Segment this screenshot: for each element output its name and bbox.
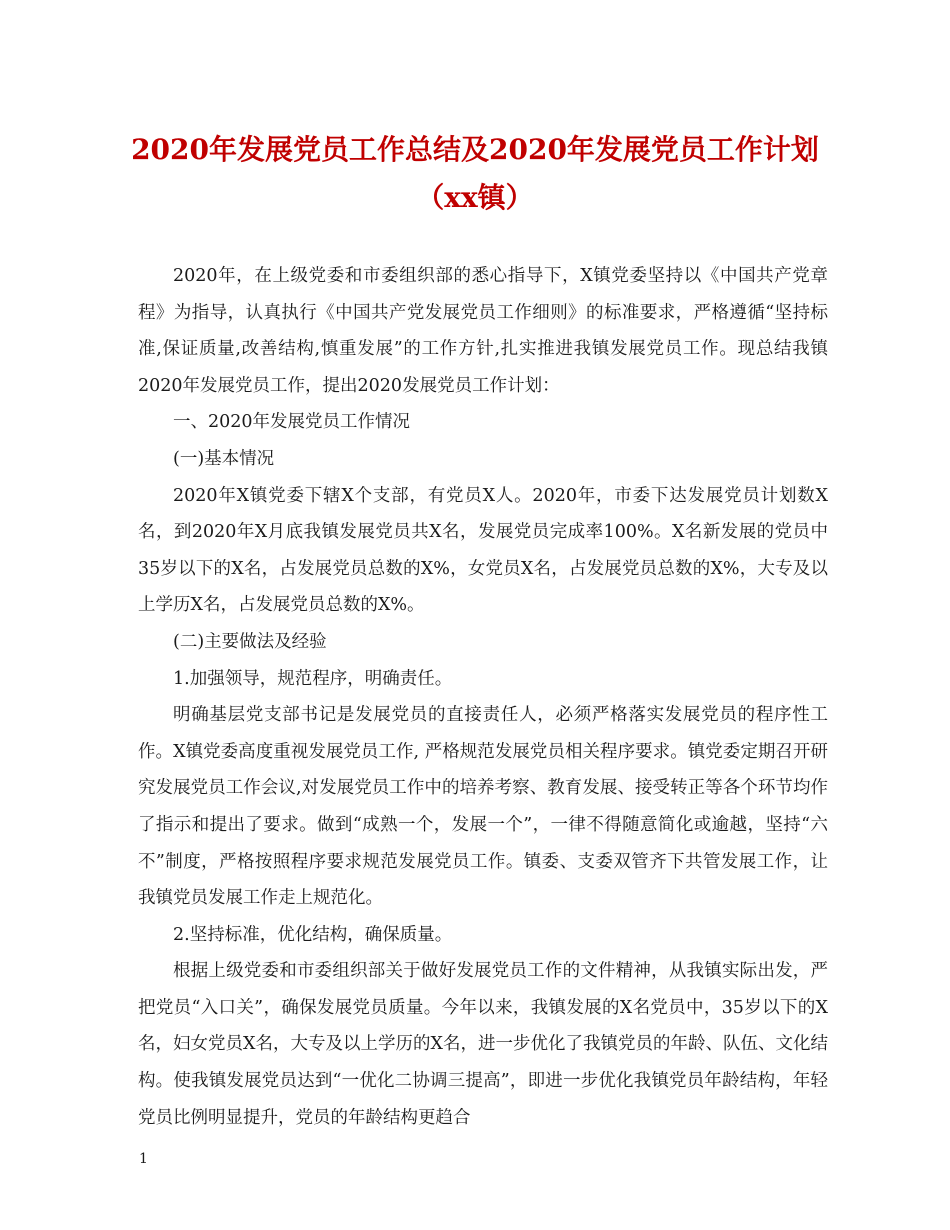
document-title-line-2: （xx镇） (416, 181, 534, 214)
heading-section-1: 一、2020年发展党员工作情况 (173, 412, 411, 433)
page-number: 1 (139, 1151, 148, 1167)
heading-item-2: 2.坚持标准，优化结构，确保质量。 (173, 924, 453, 945)
paragraph-intro: 2020年，在上级党委和市委组织部的悉心指导下，X镇党委坚持以《中国共产党章程》为指导，认真执行《中国共产党发展党员工作细则》的标准要求，严格遵循“坚持标准,保证质量,改善结构,慎重发展”的工作方针,扎实推进我镇发展党员工作。现总结我镇2020年发展党员工作，提出2020发展党员工作计划： (138, 266, 828, 396)
document-title-line-1: 2020年发展党员工作总结及2020年发展党员工作计划 (131, 133, 819, 166)
heading-basic-situation: (一)基本情况 (173, 448, 275, 469)
document-body (138, 258, 828, 1136)
heading-main-practices: (二)主要做法及经验 (173, 631, 327, 652)
paragraph-item-1: 明确基层党支部书记是发展党员的直接责任人，必须严格落实发展党员的程序性工作。X镇党委高度重视发展党员工作, 严格规范发展党员相关程序要求。镇党委定期召开研究发展党员工作会议,对发展党员工作中的培养考察、教育发展、接受转正等各个环节均作了指示和提出了要求。做到“成熟一个，发展一个”，一律不得随意简化或逾越，坚持“六不”制度，严格按照程序要求规范发展党员工作。镇委、支委双管齐下共管发展工作，让我镇党员发展工作走上规范化。 (138, 705, 828, 909)
heading-item-1: 1.加强领导，规范程序，明确责任。 (173, 668, 453, 689)
paragraph-item-2: 根据上级党委和市委组织部关于做好发展党员工作的文件精神，从我镇实际出发，严把党员“入口关”，确保发展党员质量。今年以来，我镇发展的X名党员中，35岁以下的X名，妇女党员X名，大专及以上学历的X名，进一步优化了我镇党员的年龄、队伍、文化结构。使我镇发展党员达到“一优化二协调三提高”，即进一步优化我镇党员年龄结构，年轻党员比例明显提升，党员的年龄结构更趋合 (138, 961, 828, 1128)
paragraph-basic-situation: 2020年X镇党委下辖X个支部，有党员X人。2020年，市委下达发展党员计划数X名，到2020年X月底我镇发展党员共X名，发展党员完成率100%。X名新发展的党员中35岁以下的X名，占发展党员总数的X%，女党员X名，占发展党员总数的X%，大专及以上学历X名，占发展党员总数的X%。 (138, 485, 828, 616)
